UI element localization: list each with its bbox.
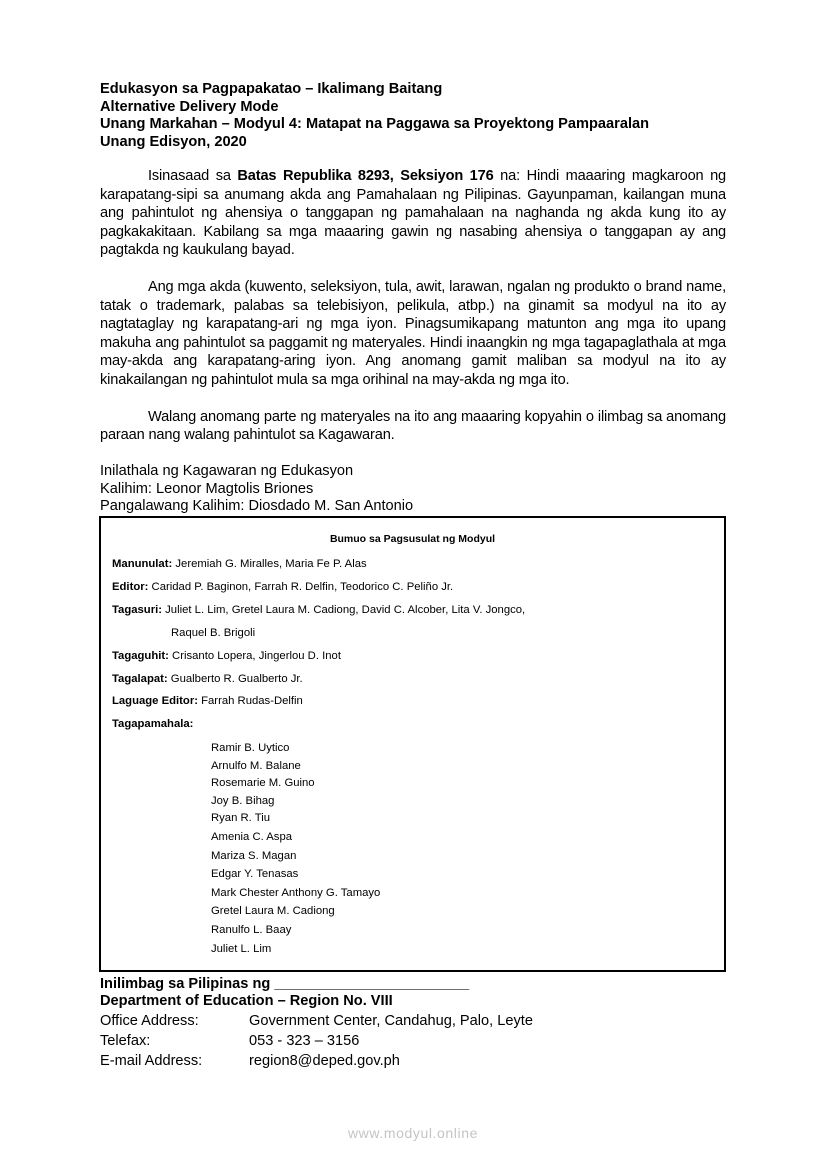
managers-list (211, 740, 380, 958)
manager-name: Mark Chester Anthony G. Tamayo (211, 886, 381, 899)
contact-office-address: Office Address: Government Center, Candahug, Palo, Leyte (100, 1012, 533, 1029)
credit-editors: Editor: Caridad P. Baginon, Farrah R. Delfin, Teodorico C. Peliño Jr. (112, 581, 454, 593)
manager-name: Ryan R. Tiu (211, 812, 271, 825)
manager-name: Ramir B. Uytico (211, 742, 290, 754)
manager-name: Juliet L. Lim (211, 942, 272, 955)
department-name: Department of Education – Region No. VIII (100, 993, 393, 1010)
manager-name: Mariza S. Magan (211, 849, 297, 862)
law-reference: Batas Republika 8293, Seksiyon 176 (237, 168, 494, 184)
manager-name: Arnulfo M. Balane (211, 759, 301, 772)
copyright-paragraph-3: Walang anomang parte ng materyales na ito ang maaaring kopyahin o ilimbag sa anomang paraan nang walang pahintulot sa Kagawaran. (100, 408, 726, 444)
printed-by-line: Inilimbag sa Pilipinas ng ________________________ (100, 976, 470, 992)
credit-reviewers-continued: Raquel B. Brigoli (171, 627, 256, 639)
contact-email: E-mail Address: region8@deped.gov.ph (100, 1051, 533, 1071)
credit-layout: Tagalapat: Gualberto R. Gualberto Jr. (112, 673, 303, 685)
email-address: region8@deped.gov.ph (249, 1053, 400, 1070)
credit-illustrators: Tagaguhit: Crisanto Lopera, Jingerlou D. Inot (112, 650, 341, 662)
copyright-paragraph-1: Isinasaad sa Batas Republika 8293, Seksiyon 176 na: Hindi maaaring magkaroon ng karapatang-sipi sa anumang akda ang Pamahalaan ng Pilipinas. Gayunpaman, kailangan muna ang pahintulot ng ahensiya o tanggapan ng pamahalaan na naghanda ng akda kung ito ay pagkakakitaan. Kabilang sa mga maaaring gawin ng nasabing ahensiya o tanggapan ay ang pagtakda ng kaukulang bayad. (100, 168, 727, 259)
credit-reviewers: Tagasuri: Juliet L. Lim, Gretel Laura M. Cadiong, David C. Alcober, Lita V. Jongco, (112, 604, 526, 616)
module-header (100, 81, 726, 151)
delivery-mode: Alternative Delivery Mode (100, 98, 279, 115)
secretary-line: Kalihim: Leonor Magtolis Briones (100, 480, 314, 497)
manager-name: Ranulfo L. Baay (211, 923, 292, 936)
module-title: Unang Markahan – Modyul 4: Matapat na Paggawa sa Proyektong Pampaaralan (100, 116, 650, 132)
manager-name: Rosemarie M. Guino (211, 777, 315, 790)
credit-writers: Manunulat: Jeremiah G. Miralles, Maria Fe P. Alas (112, 558, 367, 570)
credit-language-editor: Laguage Editor: Farrah Rudas-Delfin (112, 695, 303, 707)
manager-name: Joy B. Bihag (211, 794, 275, 807)
copyright-page (100, 81, 726, 516)
copyright-paragraph-2: Ang mga akda (kuwento, seleksiyon, tula, awit, larawan, ngalan ng produkto o brand name, tatak o trademark, palabas sa telebisiyon, pelikula, atbp.) na ginamit sa modyul na ito ay nagtataglay ng karapatang-ari ng mga iyon. Pinagsumikapang matunton ang mga ito upang makuha ang pahintulot sa paggamit ng materyales. Hindi inaangkin ng mga tagapaglathala at mga may-akda ang karapatang-aring iyon. Ang anomang gamit maliban sa modyul na ito ay kinakailangan ng pahintulot mula sa mga orihinal na may-akda ng mga ito. (100, 278, 726, 388)
credit-managers-label: Tagapamahala: (112, 718, 194, 730)
publisher-line: Inilathala ng Kagawaran ng Edukasyon (100, 462, 354, 479)
contact-telefax: Telefax: 053 - 323 – 3156 (100, 1033, 360, 1050)
publisher-block (100, 463, 726, 516)
manager-name: Edgar Y. Tenasas (211, 868, 299, 881)
undersecretary-line: Pangalawang Kalihim: Diosdado M. San Antonio (100, 498, 414, 515)
subject-title: Edukasyon sa Pagpapakatao – Ikalimang Baitang (100, 81, 443, 97)
manager-name: Gretel Laura M. Cadiong (211, 905, 335, 918)
printer-info (100, 976, 533, 1071)
credits-box (99, 516, 726, 972)
credits-title: Bumuo sa Pagsusulat ng Modyul (329, 533, 496, 545)
watermark: www.modyul.online (347, 1125, 479, 1141)
edition: Unang Edisyon, 2020 (100, 133, 247, 150)
manager-name: Amenia C. Aspa (211, 830, 293, 843)
